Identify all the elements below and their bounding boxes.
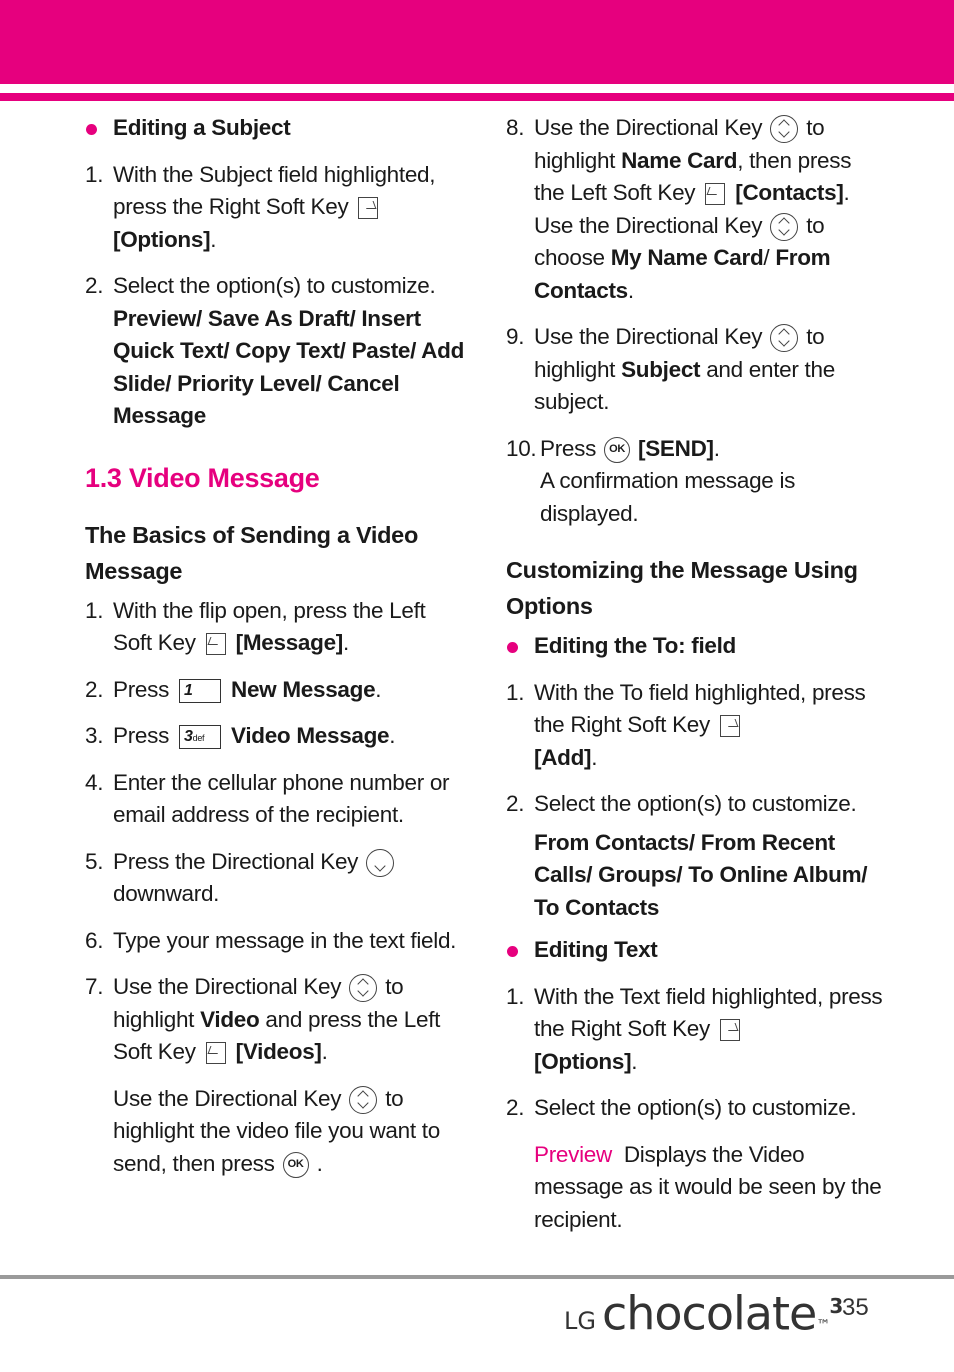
list-item: 10. Press OK [SEND]. A confirmation message is displayed. — [506, 435, 796, 526]
bullet-editing-subject: Editing a Subject — [85, 112, 465, 145]
list-item: 5. Press the Directional Key downward. — [85, 846, 465, 911]
options-list: From Contacts/ From Recent Calls/ Groups/ To Online Album/ To Contacts — [534, 829, 868, 920]
list-item: 2. Press 1 New Message. — [85, 676, 382, 702]
list-item: 2. Select the option(s) to customize. — [85, 273, 436, 298]
list-item: 9. Use the Directional Key to highlight Subject and enter the subject. — [506, 324, 835, 414]
left-column — [85, 112, 465, 1180]
list-item: 2. Select the option(s) to customize. — [506, 791, 857, 816]
number-key-1-icon: 1 — [179, 679, 221, 703]
subsection-heading: The Basics of Sending a Video Message — [85, 521, 419, 584]
list-item: 1. With the Text field highlighted, press the Right Soft Key [Options]. — [506, 983, 883, 1074]
right-soft-key-icon — [720, 715, 740, 737]
bullet-editing-to-field: Editing the To: field — [506, 630, 886, 663]
directional-key-icon — [366, 849, 394, 877]
bullet-dot-icon — [507, 946, 518, 957]
directional-key-icon — [349, 1086, 377, 1114]
right-soft-key-icon — [358, 197, 378, 219]
page-number: 35 — [842, 1294, 869, 1321]
list-item: 6. Type your message in the text field. — [85, 927, 457, 953]
subsection-heading: Customizing the Message Using Options — [506, 557, 858, 619]
list-item: 3. Press 3def Video Message. — [85, 723, 396, 748]
left-soft-key-icon — [705, 183, 725, 205]
list-item-continued: Use the Directional Key to highlight the video file you want to send, then press OK . — [85, 1083, 465, 1181]
ok-key-icon: OK — [604, 437, 630, 463]
left-soft-key-icon — [206, 1042, 226, 1064]
brand-logo: LG chocolate™$^3$ — [564, 1286, 843, 1341]
footer-rule — [0, 1275, 954, 1279]
number-key-3-icon: 3def — [179, 725, 221, 749]
directional-key-icon — [770, 115, 798, 143]
section-title: 1.3 Video Message — [85, 462, 320, 493]
bullet-dot-icon — [86, 124, 97, 135]
list-item: 4. Enter the cellular phone number or email address of the recipient. — [85, 769, 450, 827]
bullet-editing-text: Editing Text — [506, 934, 886, 967]
directional-key-icon — [349, 974, 377, 1002]
list-item: 2. Select the option(s) to customize. — [506, 1095, 857, 1120]
preview-description: Preview Displays the Video message as it would be seen by the recipient. — [534, 1141, 882, 1232]
bullet-dot-icon — [507, 642, 518, 653]
header-band — [0, 0, 954, 84]
header-rule — [0, 93, 954, 101]
list-item: 1. With the To field highlighted, press the Right Soft Key [Add]. — [506, 679, 866, 770]
ok-key-icon: OK — [283, 1152, 309, 1178]
left-soft-key-icon — [206, 633, 226, 655]
right-soft-key-icon — [720, 1019, 740, 1041]
list-item: 1. With the flip open, press the Left Soft Key [Message]. — [85, 597, 426, 655]
list-item: 8. Use the Directional Key to highlight Name Card, then press the Left Soft Key [Contacts]. Use the Directional Key to choose My Name Card/ From Contacts. — [506, 115, 852, 303]
list-item: 7. Use the Directional Key to highlight Video and press the Left Soft Key [Videos]. — [85, 974, 441, 1064]
list-item: 1. With the Subject field highlighted, press the Right Soft Key[Options]. — [85, 161, 436, 252]
directional-key-icon — [770, 324, 798, 352]
options-list: Preview/ Save As Draft/ Insert Quick Text/ Copy Text/ Paste/ Add Slide/ Priority Level/ Cancel Message — [113, 305, 465, 428]
directional-key-icon — [770, 213, 798, 241]
right-column — [506, 112, 886, 1236]
